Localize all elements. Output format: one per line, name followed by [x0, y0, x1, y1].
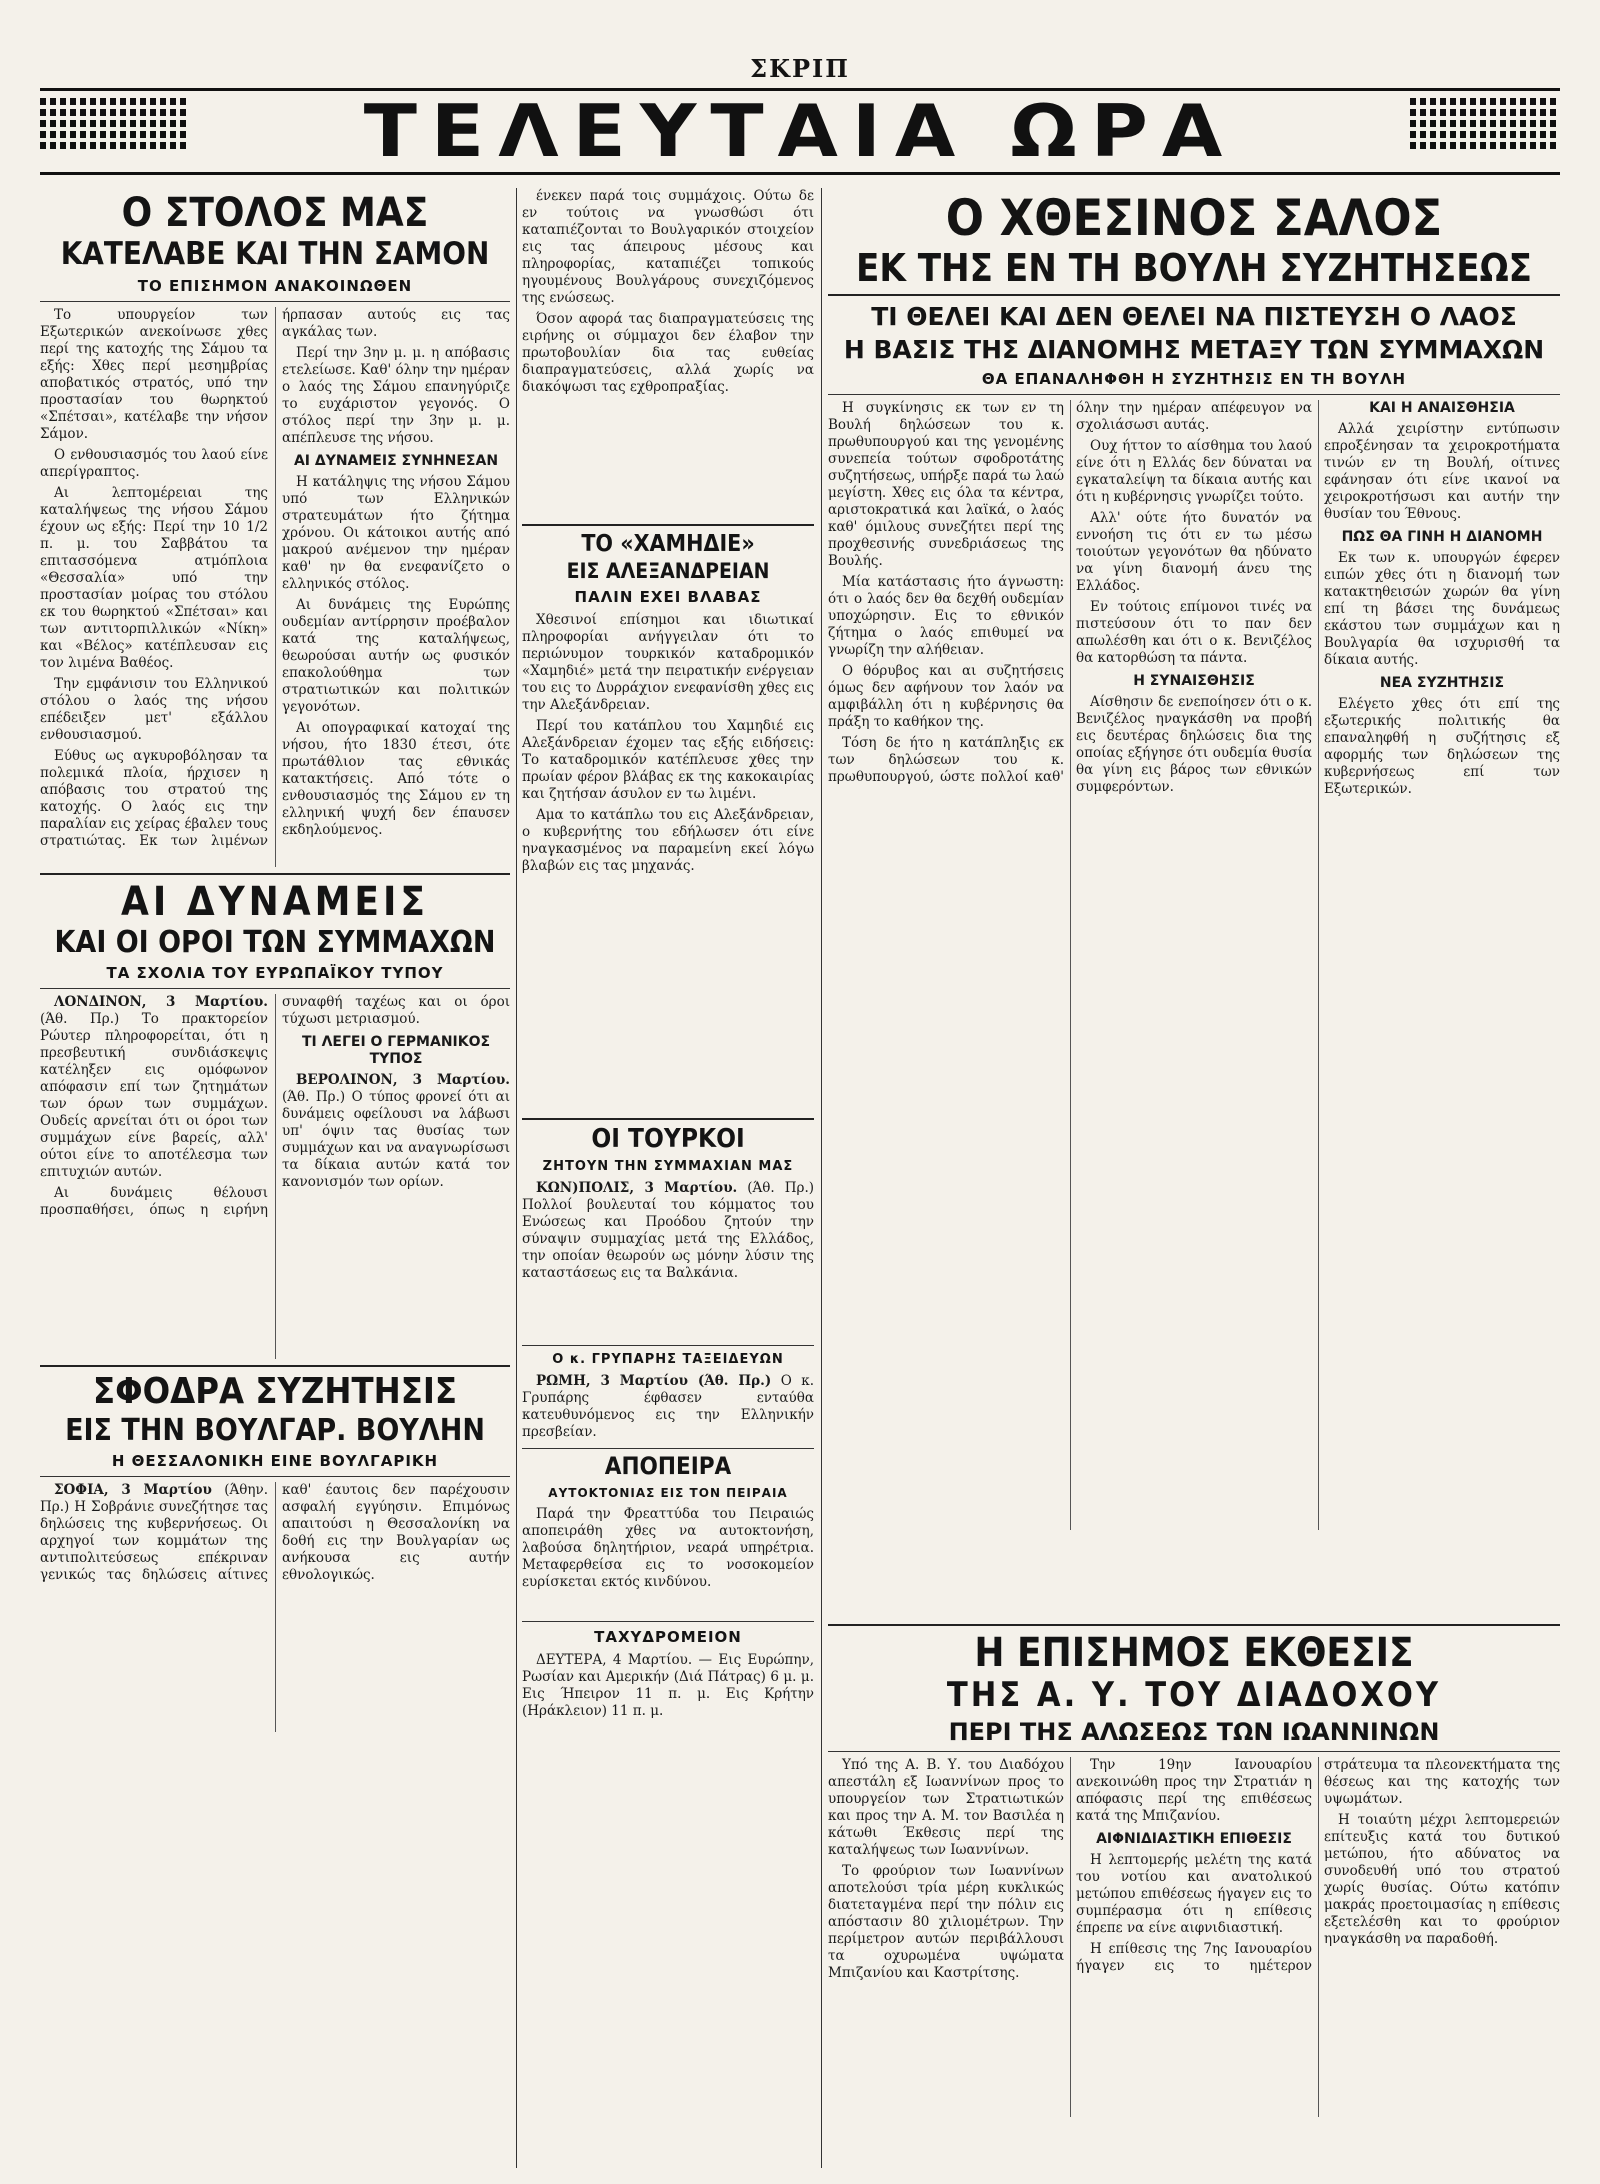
article-body — [522, 1180, 814, 1340]
paragraph: Ουχ ήττον το αίσθημα του λαού είνε ότι η Ελλάς δεν δύναται να εγκαταλείψη τα δίκαια αυτής και ότι η κυβέρνησις γνωρίζει τούτο. — [1076, 438, 1312, 506]
dateline: ΚΩΝ)ΠΟΛΙΣ, 3 Μαρτίου. — [536, 1180, 738, 1197]
paragraph: Ελέγετο χθες ότι επί της εξωτερικής πολιτικής θα επαναληφθή η συζήτησις εξ αφορμής των δηλώσεων της κυβερνήσεως επί των Εξωτερικών. — [1324, 696, 1560, 798]
subheadline: ΑΙ ΔΥΝΑΜΕΙΣ ΣΥΝΗΝΕΣΑΝ — [293, 452, 499, 469]
paragraph: Αίσθησιν δε ενεποίησεν ότι ο κ. Βενιζέλος ηναγκάσθη να προβή εις δευτέρας δηλώσεις δια της οποίας εξήγησε ότι ουδεμία θυσία θα γίνη εις βάρος των εθνικών συμφερόντων. — [1076, 694, 1312, 796]
headline: ΠΕΡΙ ΤΗΣ ΑΛΩΣΕΩΣ ΤΩΝ ΙΩΑΝΝΙΝΩΝ — [948, 1717, 1440, 1746]
article-grypari — [522, 1352, 814, 1443]
divider — [40, 873, 510, 875]
subheadline: ΤΟ ΕΠΙΣΗΜΟΝ ΑΝΑΚΟΙΝΩΘΕΝ — [137, 276, 413, 295]
paragraph: ένεκεν παρά τοις συμμάχοις. Ούτω δε εν τούτοις να γνωσθώσι ότι καταπιέζονται το Βουλγαρικόν στοιχείον εις τας άπειρους μέσους και πληροφορίας, καταπιέζει τοπικούς ηγουμένους Βουλγάρους συνεχιζόμενος της ενώσεως. — [522, 188, 814, 306]
headline: ΤΟ «ΧΑΜΗΔΙΕ» — [581, 531, 755, 557]
subheadline: ΑΥΤΟΚΤΟΝΙΑΣ ΕΙΣ ΤΟΝ ΠΕΙΡΑΙΑ — [548, 1485, 788, 1500]
article-body — [40, 307, 510, 867]
paragraph: Τόση δε ήτο η κατάπληξις εκ των δηλώσεων του κ. πρωθυπουργού, ώστε πολλοί καθ' όλην την ημέραν απέφευγον να σχολιάσωσι αυτάς. — [828, 400, 1312, 786]
paragraph-text: (Άθην. Πρ.) Η Σοβράνιε συνεζήτησε τας δηλώσεις της κυβερνήσεως. Οι αρχηγοί των κομμάτων της αντιπολιτεύσεως επέκριναν γενικώς τας δηλώσεις αίτινες καθ' έαυτοις δεν παρέχουσιν ασφαλή εγγύησιν. Επιμόνως απαιτούσι η Θεσσαλονίκη να δοθή εις την Βουλγαρίαν ως ανήκουσα εις αυτήν εθνολογικώς. — [40, 1482, 510, 1584]
paragraph-text: (Άθ. Πρ.) Το πρακτορείον Ρώυτερ πληροφορείται, ότι η πρεσβευτική συνδιάσκεψις κατέληξεν εις ομόφωνον απόφασιν επί των ζητημάτων των όρων των συμμάχων. Ουδείς αρνείται ότι οι όροι των συμμάχων είνε βαρείς, αλλ' ούτοι είνε το αποτέλεσμα των επιτυχιών αυτών. — [40, 1011, 268, 1181]
paragraph: Ο θόρυβος και αι συζητήσεις όμως δεν αφήνουν τον λαόν να αμφιβάλλη ότι η κυβέρνησις θα πράξη το καθήκον της. — [828, 663, 1064, 731]
divider — [828, 1751, 1560, 1752]
paragraph: Το υπουργείον των Εξωτερικών ανεκοίνωσε χθες περί της κατοχής της Σάμου τα εξής: Χθες περί μεσημβρίας αποβατικός στρατός, υπό την προστασίαν του θωρηκτού «Σπέτσαι», κατέλαβε την νήσον Σάμον. — [40, 306, 268, 442]
paragraph — [522, 1180, 814, 1282]
subheadline: Η ΣΥΝΑΙΣΘΗΣΙΣ — [1133, 673, 1255, 690]
article-body-continued — [522, 188, 814, 518]
headline: ΕΙΣ ΑΛΕΞΑΝΔΡΕΙΑΝ — [566, 559, 770, 584]
paragraph: ΔΕΥΤΕΡΑ, 4 Μαρτίου. — Εις Ευρώπην, Ρωσίαν και Αμερικήν (Διά Πάτρας) 6 μ. μ. Εις Ήπειρον 11 π. μ. Εις Κρήτην (Ηράκλειον) 11 π. μ. — [522, 1651, 814, 1719]
divider — [40, 988, 510, 989]
paragraph: Όσον αφορά τας διαπραγματεύσεις της ειρήνης οι σύμμαχοι δεν έλαβον την πρωτοβουλίαν δια τας ευθείας διαπραγματεύσεις, αλλά χωρίς να διακόψωσι τας εχθροπραξίας. — [522, 311, 814, 395]
masthead: ΣΚΡΙΠ — [750, 54, 850, 83]
headline: ΤΑΧΥΔΡΟΜΕΙΟΝ — [594, 1627, 742, 1646]
paragraph: Η λεπτομερής μελέτη της κατά του νοτίου και ανατολικού μετώπου επιθέσεως ήγαγεν εις το συμπέρασμα ότι η επίθεσις έπρεπε να είνε αιφνιδιαστική. — [1076, 1851, 1312, 1936]
divider — [522, 1345, 814, 1346]
paragraph: Χθεσινοί επίσημοι και ιδιωτικαί πληροφορίαι ανήγγειλαν ότι το περιώνυμον τουρκικόν καταδρομικόν «Χαμηδιέ» μετά την πειρατικήν ενέργειαν του εις το Δυρράχιον ενεφανίσθη χθες εις την Αλεξάνδρειαν. — [522, 612, 814, 714]
banner-ornament-right — [1410, 94, 1560, 170]
article-body — [828, 400, 1560, 1530]
article-hamidie — [522, 532, 814, 1112]
article-turks — [522, 1126, 814, 1340]
headline: ΟΙ ΤΟΥΡΚΟΙ — [591, 1124, 745, 1155]
article-samos — [40, 192, 510, 867]
paragraph: Αι δυνάμεις θέλουσι προσπαθήσει, όπως η ειρήνη συναφθή ταχέως και οι όροι τύχωσι μετριασμού. — [40, 994, 510, 1219]
paragraph: Η κατάληψις της νήσου Σάμου υπό των Ελληνικών στρατευμάτων ήτο ζήτημα χρόνου. Οι κάτοικοι αυτής από μακρού ανέμενον την ημέραν καθ' ην θα ενεφανίζετο ο ελληνικός στόλος. — [282, 473, 510, 592]
subheadline: ΤΑ ΣΧΟΛΙΑ ΤΟΥ ΕΥΡΩΠΑΪΚΟΥ ΤΥΠΟΥ — [106, 964, 444, 983]
paragraph: Υπό της Α. Β. Υ. του Διαδόχου απεστάλη εξ Ιωαννίνων προς το υπουργείον των Στρατιωτικών και προς την Α. Μ. τον Βασιλέα η κάτωθι Έκθεσις περί της καταλήψεως των Ιωαννίνων. — [828, 1756, 1064, 1858]
dateline: ΛΟΝΔΙΝΟΝ, 3 Μαρτίου. — [54, 994, 268, 1011]
subheadline: ΝΕΑ ΣΥΖΗΤΗΣΙΣ — [1379, 675, 1505, 692]
article-chamber — [828, 188, 1560, 1608]
paragraph: Αμα το κατάπλω του εις Αλεξάνδρειαν, ο κυβερνήτης του εδήλωσεν ότι είνε ηναγκασμένος να παραμείνη εκεί λόγω βλαβών εις τας μηχανάς. — [522, 807, 814, 875]
paragraph: Εύθυς ως αγκυροβόλησαν τα πολεμικά πλοία, ήρχισεν η απόβασις του στρατού της κατοχής. Ο λαός εις την παραλίαν εις χείρας έβαλεν τους στρατιώτας. Εκ των λιμένων ήρπασαν αυτούς εις τας αγκάλας των. — [40, 306, 510, 849]
headline: ΤΙ ΘΕΛΕΙ ΚΑΙ ΔΕΝ ΘΕΛΕΙ ΝΑ ΠΙΣΤΕΥΣΗ Ο ΛΑΟΣ — [871, 302, 1517, 332]
paragraph: Αι δυνάμεις της Ευρώπης ουδεμίαν αντίρρησιν προέβαλον κατά της καταλήψεως, θεωρούσαι αυτήν ως φυσικόν επακολούθημα των στρατιωτικών και πολιτικών γεγονότων. — [282, 596, 510, 715]
divider — [40, 301, 510, 302]
headline: ΑΠΟΠΕΙΡΑ — [604, 1452, 732, 1481]
column-middle — [522, 188, 814, 2168]
article-powers — [40, 878, 510, 1360]
divider — [522, 1621, 814, 1622]
column-rule — [821, 188, 822, 2168]
headline: ΣΦΟΔΡΑ ΣΥΖΗΤΗΣΙΣ — [93, 1371, 457, 1413]
article-post — [522, 1628, 814, 1732]
paragraph — [40, 1482, 510, 1586]
paragraph: Η επίθεσις της 7ης Ιανουαρίου ήγαγεν εις το ημέτερον στράτευμα τα πλεονεκτήματα της θέσεως και της κατοχής των υψωμάτων. — [1076, 1756, 1560, 1974]
paragraph — [282, 1072, 510, 1191]
banner — [40, 88, 1560, 176]
divider — [40, 1476, 510, 1477]
headline: ΑΙ ΔΥΝΑΜΕΙΣ — [120, 878, 429, 925]
paragraph: Εκ των κ. υπουργών έφερεν ειπών χθες ότι η διανομή των κατακτηθεισών χωρών θα γίνη επί τη βάσει της δυνάμεως εκάστου των συμμάχων και η Βουλγαρία θα ισχυρισθή τα δίκαια αυτής. — [1324, 550, 1560, 669]
article-body — [40, 994, 510, 1359]
paragraph: Η συγκίνησις εκ των εν τη Βουλή δηλώσεων του κ. πρωθυπουργού και της γενομένης συνεπεία τούτων σφοδροτάτης συζητήσεως, υπήρξε παρά τω λαώ μεγίστη. Χθες εις όλα τα κέντρα, αριστοκρατικά και λαϊκά, ο λαός καθ' όμιλους συνεζήτει περί της προχθεσινής συνεδριάσεως της Βουλής. — [828, 400, 1064, 570]
paragraph: Μία κατάστασις ήτο άγνωστη: ότι ο λαός δεν θα δεχθή ουδεμίαν υποχώρησιν. Εις το εθνικόν ζήτημα ο λαός επιθυμεί να γνωρίζη την αλήθειαν. — [828, 574, 1064, 659]
headline: Η ΕΠΙΣΗΜΟΣ ΕΚΘΕΣΙΣ — [974, 1630, 1414, 1676]
headline: Η ΒΑΣΙΣ ΤΗΣ ΔΙΑΝΟΜΗΣ ΜΕΤΑΞΥ ΤΩΝ ΣΥΜΜΑΧΩΝ — [843, 335, 1545, 365]
article-suicide — [522, 1454, 814, 1615]
divider — [522, 1448, 814, 1449]
article-body — [522, 612, 814, 1112]
article-bulgar-chamber — [40, 1373, 510, 1732]
banner-ornament-left — [40, 94, 190, 170]
paragraph: Αλλ' ούτε ήτο δυνατόν να εννοήση τις ότι εν τω μέσω τοιούτων γεγονότων θα ηδύνατο να γίνη διανομή άνευ της Ελλάδος. — [1076, 510, 1312, 595]
dateline: ΒΕΡΟΛΙΝΟΝ, 3 Μαρτίου. — [296, 1072, 510, 1089]
paragraph: Το φρούριον των Ιωαννίνων αποτελούσι τρία μέρη κυκλικώς διατεταγμένα περί την πόλιν εις απόστασιν 80 χιλιομέτρων. Την περίμετρον αυτών περιβάλλουσι τα οχυρωμένα υψώματα Μπιζανίου και Καστρίτσης. — [828, 1862, 1064, 1981]
paragraph-text: Ο κ. Γρυπάρης έφθασεν ενταύθα κατευθυνόμενος εις την Ελληνικήν πρεσβείαν. — [522, 1373, 814, 1441]
subheadline: Η ΘΕΣΣΑΛΟΝΙΚΗ ΕΙΝΕ ΒΟΥΛΓΑΡΙΚΗ — [111, 1452, 439, 1471]
subheadline: ΑΙΦΝΙΔΙΑΣΤΙΚΗ ΕΠΙΘΕΣΙΣ — [1096, 1830, 1292, 1847]
article-body — [522, 1373, 814, 1443]
paragraph: Η τοιαύτη μέχρι λεπτομερειών επίτευξις κατά του δυτικού μετώπου, ήτο αδύνατος να συνοδευθή υπό του στρατού χωρίς θυσίας. Ούτω κατόπιν μακράς προετοιμασίας η επίθεσις εξετελέσθη και το φρούριον ηναγκάσθη να παραδοθή. — [1324, 1811, 1560, 1947]
paragraph — [40, 994, 268, 1181]
article-report — [828, 1618, 1560, 2168]
headline: Ο ΧΘΕΣΙΝΟΣ ΣΑΛΟΣ — [945, 189, 1443, 247]
subheadline: ΠΑΛΙΝ ΕΧΕΙ ΒΛΑΒΑΣ — [574, 588, 762, 607]
headline: ΤΗΣ Α. Υ. ΤΟΥ ΔΙΑΔΟΧΟΥ — [946, 1675, 1442, 1715]
paragraph: Αι λεπτομέρειαι της καταλήψεως της νήσου Σάμου έχουν ως εξής: Περί την 10 1/2 π. μ. του Σαββάτου τα επιτασσόμενα ατμόπλοια «Θεσσαλία» υπό την προστασίαν μοίρας του στόλου εκ του θωρηκτού «Σπέτσαι» και των αντιτορπιλλικών «Νίκη» και «Βέλος» κατέπλευσαν εις τον λιμένα Βαθέος. — [40, 484, 268, 671]
divider — [40, 1365, 510, 1367]
paragraph: Την 19ην Ιανουαρίου ανεκοινώθη προς την Στρατιάν η απόφασις περί της επιθέσεως κατά της Μπιζανίου. — [1076, 1756, 1312, 1824]
headline: Ο ΣΤΟΛΟΣ ΜΑΣ — [121, 190, 429, 236]
divider — [522, 524, 814, 526]
divider — [828, 294, 1560, 296]
headline: ΚΑΤΕΛΑΒΕ ΚΑΙ ΤΗΝ ΣΑΜΟΝ — [60, 236, 490, 272]
divider — [828, 1624, 1560, 1626]
headline: ΕΙΣ ΤΗΝ ΒΟΥΛΓΑΡ. ΒΟΥΛΗΝ — [65, 1412, 485, 1448]
divider — [522, 1118, 814, 1120]
divider — [828, 394, 1560, 395]
subheadline: ΤΙ ΛΕΓΕΙ Ο ΓΕΡΜΑΝΙΚΟΣ ΤΥΠΟΣ — [301, 1034, 491, 1068]
subheadline: ΠΩΣ ΘΑ ΓΙΝΗ Η ΔΙΑΝΟΜΗ — [1341, 529, 1543, 546]
paragraph-text: (Άθ. Πρ.) Πολλοί βουλευταί του κόμματος του Ενώσεως και Προόδου ζητούν την σύναψιν συμμαχίας μετά της Ελλάδος, την οποίαν θεωρούν ως μόνην λύσιν της καταστάσεως εις τα Βαλκάνια. — [522, 1180, 814, 1282]
banner-title: ΤΕΛΕΥΤΑΙΑ ΩΡΑ — [363, 90, 1237, 174]
paragraph: Εν τούτοις επίμονοι τινές να πιστεύσουν ότι το παν δεν απωλέσθη και ότι ο κ. Βενιζέλος θα κατορθώση τα πάντα. — [1076, 599, 1312, 667]
subheadline: ΘΑ ΕΠΑΝΑΛΗΦΘΗ Η ΣΥΖΗΤΗΣΙΣ ΕΝ ΤΗ ΒΟΥΛΗ — [981, 370, 1407, 389]
paragraph: Την εμφάνισιν του Ελληνικού στόλου ο λαός της νήσου επέδειξεν μετ' εξάλλου ενθουσιασμού. — [40, 675, 268, 743]
article-body — [828, 1757, 1560, 2117]
paragraph — [522, 1373, 814, 1441]
paragraph: Περί την 3ην μ. μ. η απόβασις ετελείωσε. Καθ' όλην την ημέραν ο λαός της Σάμου επανηγύριζε το ευχάριστον γεγονός. Ο στόλος περί την 3ην μ. μ. απέπλευσε της νήσου. — [282, 344, 510, 446]
article-body — [40, 1482, 510, 1732]
subheadline: ΖΗΤΟΥΝ ΤΗΝ ΣΥΜΜΑΧΙΑΝ ΜΑΣ — [542, 1159, 794, 1175]
headline: ΚΑΙ ΟΙ ΟΡΟΙ ΤΩΝ ΣΥΜΜΑΧΩΝ — [54, 924, 496, 960]
paragraph: Παρά την Φρεαττύδα του Πειραιώς αποπειράθη χθες να αυτοκτονήση, λαβούσα δηλητήριον, νεαρά υπηρέτρια. Μεταφερθείσα εις το νοσοκομείον ευρίσκεται εκτός κινδύνου. — [522, 1505, 814, 1590]
column-left — [40, 188, 510, 2168]
headline: Ο κ. ΓΡΥΠΑΡΗΣ ΤΑΞΕΙΔΕΥΩΝ — [552, 1352, 784, 1368]
paragraph: Περί του κατάπλου του Χαμηδιέ εις Αλεξάνδρειαν έχομεν τας εξής ειδήσεις: Το καταδρομικόν κατέπλευσε χθες την πρωίαν φέρον βλάβας εκ της κακοκαιρίας και ζητήσαν άσυλον εν τω λιμένι. — [522, 718, 814, 803]
paragraph: Ο ενθουσιασμός του λαού είνε απερίγραπτος. — [40, 446, 268, 480]
article-body — [522, 1652, 814, 1732]
paragraph: Αλλά χειρίστην εντύπωσιν επροξένησαν τα χειροκροτήματα τινών εν τη Βουλή, οίτινες εφάνησαν ότι είνε ικανοί να χειροκροτήσωσι και αυτήν την θυσίαν του Έθνους. — [1324, 421, 1560, 523]
dateline: ΡΩΜΗ, 3 Μαρτίου (Άθ. Πρ.) — [536, 1373, 772, 1390]
headline: ΕΚ ΤΗΣ ΕΝ ΤΗ ΒΟΥΛΗ ΣΥΖΗΤΗΣΕΩΣ — [855, 245, 1533, 290]
subheadline: ΚΑΙ Η ΑΝΑΙΣΘΗΣΙΑ — [1369, 400, 1515, 417]
article-body — [522, 1506, 814, 1616]
paragraph: Αι οπογραφικαί κατοχαί της νήσου, ήτο 1830 έτεσι, ότε πρωτάθλιον τας εθνικάς κατακτήσεις. Από τότε ο ενθουσιασμός της Σάμου εν τη ελληνική ψυχή δεν έπαυσεν εκδηλούμενος. — [282, 719, 510, 838]
paragraph-text: (Άθ. Πρ.) Ο τύπος φρονεί ότι αι δυνάμεις οφείλουσι να λάβωσι υπ' όψιν τας θυσίας των συμμάχων και να αναγνωρίσωσι τα δίκαια αυτών κατά τον κανονισμόν των ορίων. — [282, 1089, 510, 1191]
dateline: ΣΟΦΙΑ, 3 Μαρτίου — [54, 1482, 212, 1499]
column-rule — [516, 188, 517, 2168]
